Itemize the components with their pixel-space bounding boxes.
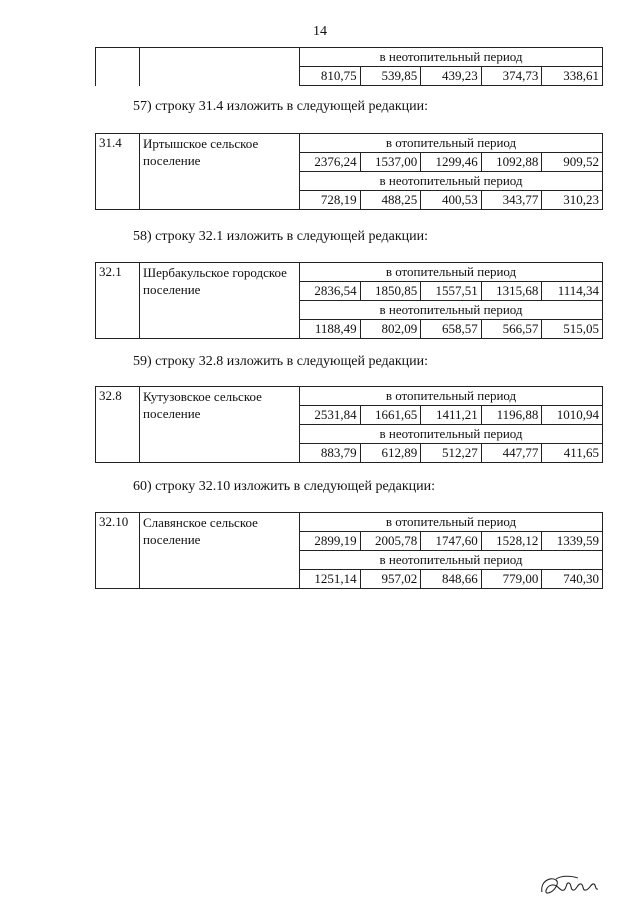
- value-cell: 802,09: [360, 320, 421, 339]
- instruction-paragraph: 59) строку 32.8 изложить в следующей редакции:: [133, 354, 429, 369]
- code-cell: [96, 48, 140, 86]
- value-cell: 1010,94: [542, 406, 603, 425]
- table-row: [96, 48, 603, 67]
- heating-period-label: в отопительный период: [300, 134, 603, 153]
- value-cell: 1114,34: [542, 282, 603, 301]
- non-heating-period-label: в неотопительный период: [300, 425, 603, 444]
- value-cell: 1188,49: [300, 320, 361, 339]
- value-cell: 310,23: [542, 191, 603, 210]
- value-cell: 1196,88: [481, 406, 542, 425]
- settlement-name: Шербакульское городское поселение: [140, 263, 300, 339]
- settlement-name: Славянское сельское поселение: [140, 513, 300, 589]
- continuation-table: [95, 47, 603, 86]
- record-table: [95, 386, 603, 463]
- non-heating-period-label: в неотопительный период: [300, 551, 603, 570]
- page-number: 14: [313, 24, 327, 39]
- value-cell: 1315,68: [481, 282, 542, 301]
- value-cell: 566,57: [481, 320, 542, 339]
- settlement-name: Иртышское сельское поселение: [140, 134, 300, 210]
- non-heating-period-label: в неотопительный период: [300, 48, 603, 67]
- instruction-paragraph: 57) строку 31.4 изложить в следующей редакции:: [133, 99, 429, 114]
- instruction-paragraph: 58) строку 32.1 изложить в следующей редакции:: [133, 229, 429, 244]
- value-cell: 2836,54: [300, 282, 361, 301]
- non-heating-period-label: в неотопительный период: [300, 301, 603, 320]
- value-cell: 539,85: [360, 67, 421, 86]
- record-table: [95, 512, 603, 589]
- heating-period-label: в отопительный период: [300, 263, 603, 282]
- value-cell: 400,53: [421, 191, 482, 210]
- value-cell: 1850,85: [360, 282, 421, 301]
- value-cell: 1528,12: [481, 532, 542, 551]
- settlement-name: Кутузовское сельское поселение: [140, 387, 300, 463]
- value-cell: 1299,46: [421, 153, 482, 172]
- value-cell: 1339,59: [542, 532, 603, 551]
- row-code: 32.8: [96, 387, 140, 463]
- value-cell: 1092,88: [481, 153, 542, 172]
- record-table: [95, 262, 603, 339]
- value-cell: 658,57: [421, 320, 482, 339]
- name-cell: [140, 48, 300, 86]
- record-table: [95, 133, 603, 210]
- value-cell: 512,27: [421, 444, 482, 463]
- row-code: 32.10: [96, 513, 140, 589]
- value-cell: 2005,78: [360, 532, 421, 551]
- row-code: 31.4: [96, 134, 140, 210]
- value-cell: 957,02: [360, 570, 421, 589]
- value-cell: 1747,60: [421, 532, 482, 551]
- value-cell: 515,05: [542, 320, 603, 339]
- value-cell: 909,52: [542, 153, 603, 172]
- value-cell: 1557,51: [421, 282, 482, 301]
- value-cell: 1251,14: [300, 570, 361, 589]
- value-cell: 848,66: [421, 570, 482, 589]
- value-cell: 338,61: [542, 67, 603, 86]
- value-cell: 740,30: [542, 570, 603, 589]
- value-cell: 728,19: [300, 191, 361, 210]
- signature: [538, 872, 600, 898]
- value-cell: 779,00: [481, 570, 542, 589]
- value-cell: 1537,00: [360, 153, 421, 172]
- value-cell: 1661,65: [360, 406, 421, 425]
- value-cell: 883,79: [300, 444, 361, 463]
- value-cell: 447,77: [481, 444, 542, 463]
- table-row: [96, 263, 603, 282]
- table-row: [96, 134, 603, 153]
- table-row: [96, 513, 603, 532]
- value-cell: 411,65: [542, 444, 603, 463]
- value-cell: 1411,21: [421, 406, 482, 425]
- value-cell: 612,89: [360, 444, 421, 463]
- table-row: [96, 387, 603, 406]
- value-cell: 488,25: [360, 191, 421, 210]
- heating-period-label: в отопительный период: [300, 387, 603, 406]
- value-cell: 374,73: [481, 67, 542, 86]
- instruction-paragraph: 60) строку 32.10 изложить в следующей редакции:: [133, 479, 436, 494]
- non-heating-period-label: в неотопительный период: [300, 172, 603, 191]
- value-cell: 2376,24: [300, 153, 361, 172]
- value-cell: 439,23: [421, 67, 482, 86]
- heating-period-label: в отопительный период: [300, 513, 603, 532]
- value-cell: 343,77: [481, 191, 542, 210]
- value-cell: 2531,84: [300, 406, 361, 425]
- row-code: 32.1: [96, 263, 140, 339]
- value-cell: 810,75: [300, 67, 361, 86]
- value-cell: 2899,19: [300, 532, 361, 551]
